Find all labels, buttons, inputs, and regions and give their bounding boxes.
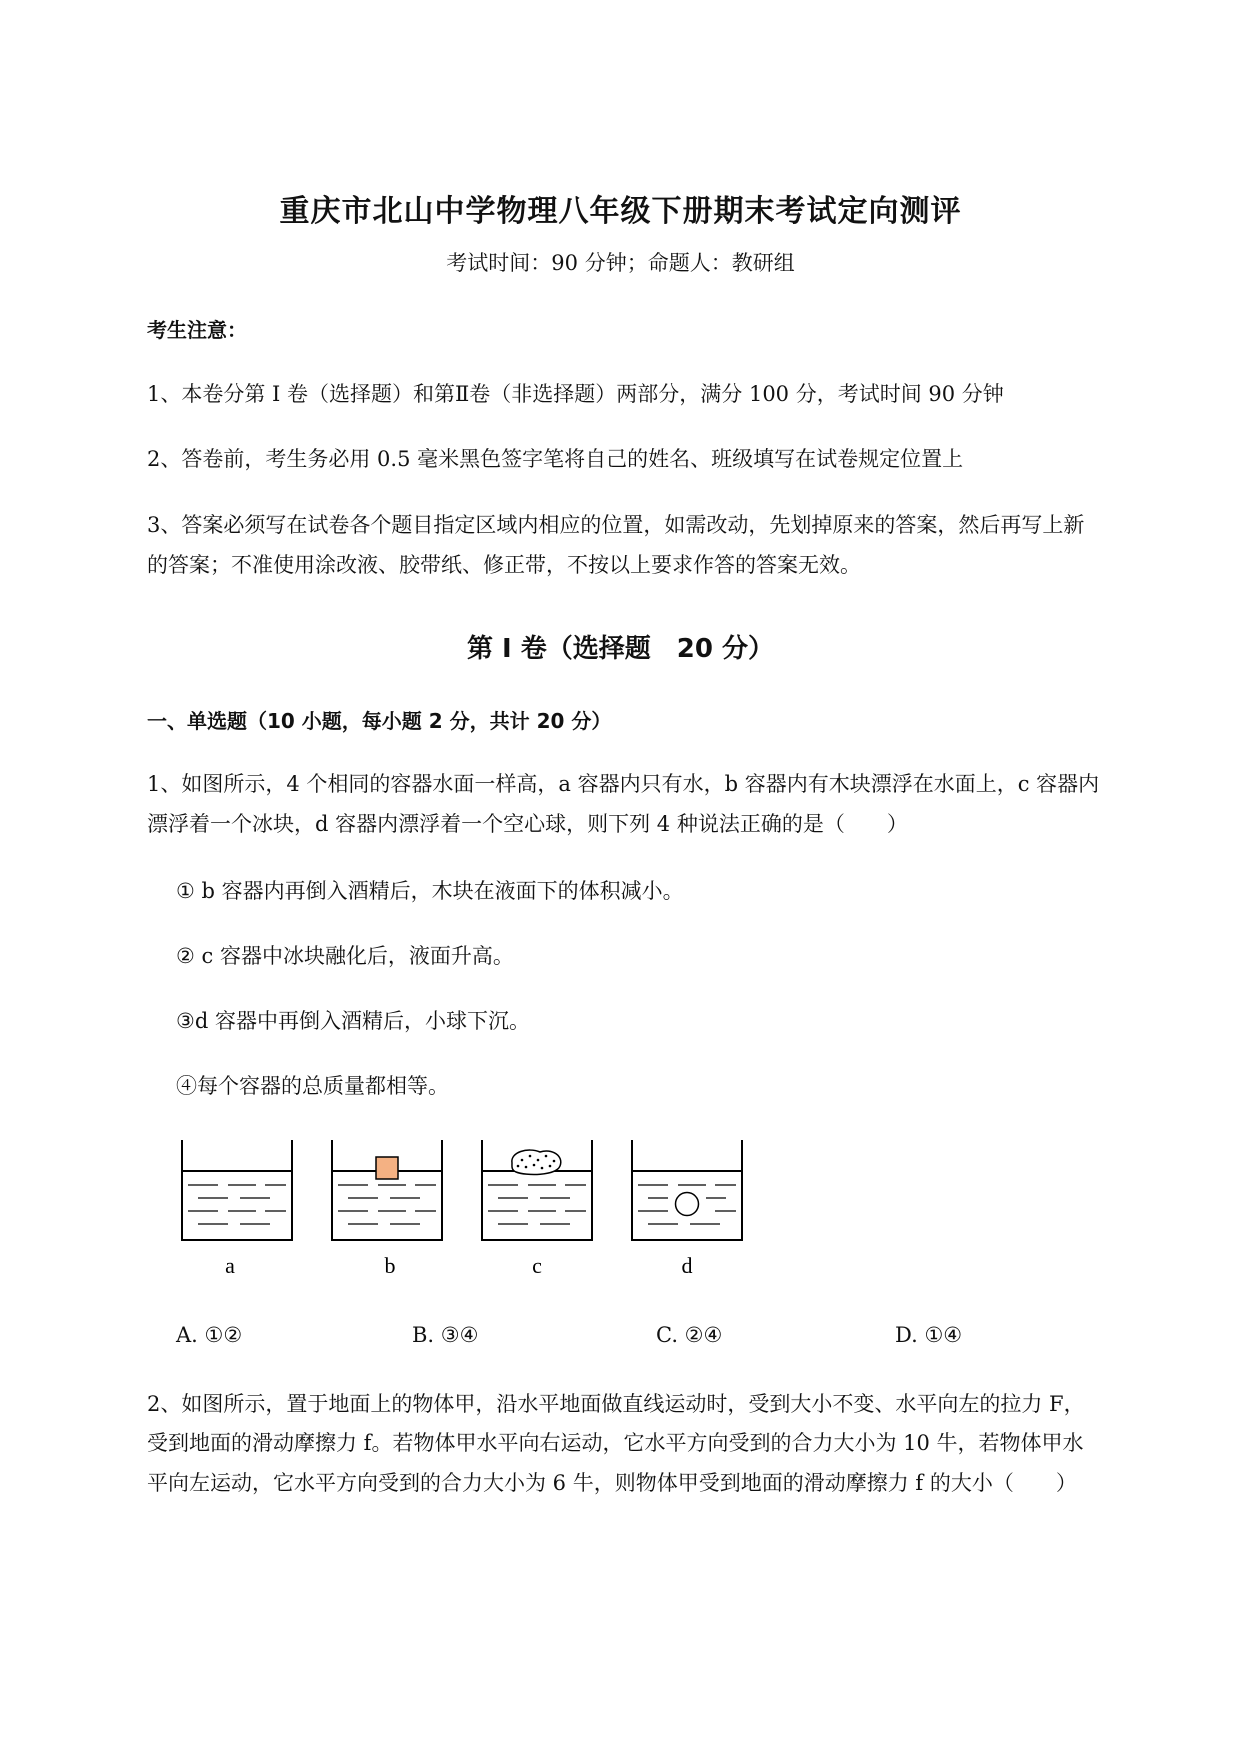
q1-option-b[interactable]: B. ③④ xyxy=(412,1323,479,1347)
notice-item-2: 2、答卷前，考生务必用 0.5 毫米黑色签字笔将自己的姓名、班级填写在试卷规定位置上 xyxy=(147,447,964,471)
section-title: 第 I 卷（选择题 20 分） xyxy=(466,634,774,664)
q1-statement-4: ④每个容器的总质量都相等。 xyxy=(176,1074,449,1098)
q1-statement-1: ① b 容器内再倒入酒精后，木块在液面下的体积减小。 xyxy=(176,879,684,903)
q1-option-a[interactable]: A. ①② xyxy=(176,1323,243,1347)
q1-statement-2: ② c 容器中冰块融化后，液面升高。 xyxy=(176,944,514,968)
notice-item-1: 1、本卷分第 I 卷（选择题）和第Ⅱ卷（非选择题）两部分，满分 100 分，考试时间 90 分钟 xyxy=(147,382,1004,406)
q1-containers-figure xyxy=(170,1130,760,1285)
q1-option-c[interactable]: C. ②④ xyxy=(656,1323,723,1347)
figure-label-d: d xyxy=(681,1253,693,1278)
q2-stem-line1: 2、如图所示，置于地面上的物体甲，沿水平地面做直线运动时，受到大小不变、水平向左的拉力 F， xyxy=(147,1392,1085,1416)
figure-label-b: b xyxy=(384,1253,396,1278)
container-c xyxy=(482,1140,592,1240)
figure-label-a: a xyxy=(225,1253,235,1278)
q1-stem-line1: 1、如图所示，4 个相同的容器水面一样高，a 容器内只有水，b 容器内有木块漂浮在水面上，c 容器内 xyxy=(147,772,1100,796)
wood-block xyxy=(376,1157,398,1179)
notice-label: 考生注意： xyxy=(147,318,247,342)
notice-item-3-cont: 的答案；不准使用涂改液、胶带纸、修正带，不按以上要求作答的答案无效。 xyxy=(147,553,861,577)
container-b xyxy=(332,1140,442,1240)
exam-info: 考试时间：90 分钟；命题人：教研组 xyxy=(446,251,795,275)
question-group-heading: 一、单选题（10 小题，每小题 2 分，共计 20 分） xyxy=(147,709,612,733)
page-title: 重庆市北山中学物理八年级下册期末考试定向测评 xyxy=(279,194,962,229)
q1-stem-line2: 漂浮着一个冰块，d 容器内漂浮着一个空心球，则下列 4 种说法正确的是（ ） xyxy=(147,812,908,836)
q2-stem-line2: 受到地面的滑动摩擦力 f。若物体甲水平向右运动，它水平方向受到的合力大小为 10 牛，若物体甲水 xyxy=(147,1431,1084,1455)
notice-item-3: 3、答案必须写在试卷各个题目指定区域内相应的位置，如需改动，先划掉原来的答案，然后再写上新 xyxy=(147,513,1085,537)
q2-stem-line3: 平向左运动，它水平方向受到的合力大小为 6 牛，则物体甲受到地面的滑动摩擦力 f 的大小（ ） xyxy=(147,1471,1077,1495)
hollow-ball xyxy=(676,1193,699,1216)
container-a xyxy=(182,1140,292,1240)
ice-block xyxy=(512,1150,561,1174)
q1-option-d[interactable]: D. ①④ xyxy=(895,1323,963,1347)
figure-label-c: c xyxy=(532,1253,542,1278)
container-d xyxy=(632,1140,742,1240)
q1-statement-3: ③d 容器中再倒入酒精后，小球下沉。 xyxy=(176,1009,530,1033)
